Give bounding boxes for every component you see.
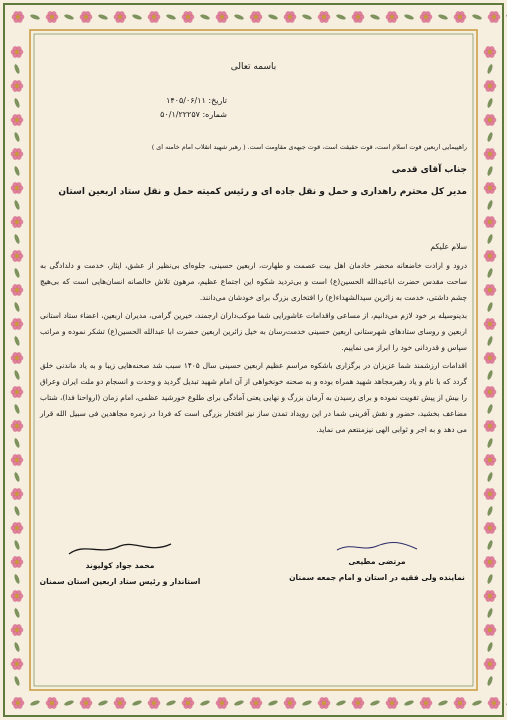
signer-right-title: نماینده ولی فقیه در استان و امام جمعه سمنان: [289, 573, 465, 582]
border-leaf: [13, 506, 20, 517]
border-flower-center: [15, 560, 19, 564]
border-flower-center: [16, 701, 20, 705]
border-flower-center: [15, 526, 19, 530]
border-leaf: [13, 540, 20, 551]
border-leaf: [472, 13, 483, 20]
border-flower-center: [488, 356, 492, 360]
border-leaf: [486, 506, 493, 517]
border-flower-center: [492, 701, 496, 705]
border-leaf: [438, 13, 449, 20]
signature-scribble: [332, 540, 422, 554]
border-flower-center: [424, 701, 428, 705]
border-leaf: [13, 268, 20, 279]
border-flower-center: [15, 220, 19, 224]
border-flower-center: [15, 594, 19, 598]
border-leaf: [13, 234, 20, 245]
border-leaf: [13, 302, 20, 313]
body-paragraph: بدینوسیله بر خود لازم می‌دانیم، از مساعی واقدامات عاشورایی شما موکب‌داران ارجمند، خیرین گرامی، مدیران اربعین، اعضاء ستاد استانی اربعین و روسای ستادهای شهرستانی اربعین حسینی خدمت‌رسان به خیل زائرین اربعین حضرت ابا عبدالله الحسین(ع) تشکر نموده و مراتب سپاس و قدردانی خود را ابراز می نماییم.: [40, 311, 467, 352]
body-paragraph: درود و ارادت خاضعانه محضر خادمان اهل بیت عصمت و طهارت، اربعین حسینی، جلوه‌ای بی‌نظیر از عشق، ایثار، خدمت و دلدادگی به ساحت مقدس حضرت اباعبدالله الحسین(ع) است و بی‌تردید شکوه این اجتماع عظیم، مرهون تلاش خالصانه انسان‌هایی است که بی‌هیچ چشم داشتی، خدمت به زائرین سیدالشهداء(ع) را افتخاری بزرگ برای خودشان می‌دانند.: [40, 261, 467, 302]
border-flower-center: [322, 701, 326, 705]
body-paragraph: اقدامات ارزشمند شما عزیزان در برگزاری باشکوه مراسم عظیم اربعین حسینی سال ۱۴۰۵ سبب شد صحنه‌هایی زیبا و به یاد ماندنی خلق گردد که با نام و یاد رهبرمجاهد شهید همراه بوده و به صحنه خونخواهی از آن امام شهید تبدیل گردید و وحدت و انسجام دو ملت ایران وعراق را بیش از پیش تقویت نموده و برای رسیدن به آرمان بزرگ و نهایی یعنی آمادگی برای طلوع خورشید عظمی، امام زمان (ارواحنا فدا)، شتاب مضاعف بخشید، حضور و نقش آفرینی شما در این رویداد تمدن ساز نیز افتخار بزرگی است که فردا در زمره مجاهدین فی سبیل الله قرار می دهد و به اجر و ثوابی الهی نیزمنتعم می نماید.: [40, 361, 467, 434]
border-flower-center: [492, 15, 496, 19]
border-flower-center: [288, 701, 292, 705]
border-flower-center: [15, 628, 19, 632]
border-flower-center: [488, 492, 492, 496]
border-flower-center: [488, 458, 492, 462]
border-leaf: [200, 13, 211, 20]
signer-right-name: مرتضی مطیعی: [348, 557, 406, 566]
border-leaf: [486, 370, 493, 381]
border-flower-center: [488, 50, 492, 54]
border-flower-center: [488, 526, 492, 530]
border-leaf: [30, 699, 41, 706]
border-flower-center: [15, 662, 19, 666]
letter-date: تاریخ: ۱۴۰۵/۰۶/۱۱: [166, 96, 227, 105]
border-leaf: [234, 13, 245, 20]
addressee-block: [40, 162, 467, 206]
border-leaf: [486, 642, 493, 653]
border-flower-center: [458, 701, 462, 705]
border-leaf: [302, 13, 313, 20]
border-leaf: [98, 13, 109, 20]
border-flower-center: [288, 15, 292, 19]
border-flower-center: [254, 15, 258, 19]
border-leaf: [13, 676, 20, 687]
border-flower-center: [118, 15, 122, 19]
border-flower-center: [254, 701, 258, 705]
border-flower-center: [118, 701, 122, 705]
addressee-title: مدیر کل محترم راهداری و حمل و نقل جاده ای و رئیس کمیته حمل و نقل ستاد اربعین استان: [58, 187, 467, 197]
border-leaf: [486, 98, 493, 109]
border-flower-center: [152, 15, 156, 19]
border-leaf: [486, 438, 493, 449]
signer-left-title: استاندار و رئیس ستاد اربعین استان سمنان: [39, 577, 201, 586]
bismillah-heading: باسمه تعالی: [230, 62, 277, 72]
border-flower-center: [488, 118, 492, 122]
border-leaf: [438, 699, 449, 706]
letter-meta: [160, 94, 227, 122]
border-flower-center: [488, 288, 492, 292]
border-leaf: [13, 438, 20, 449]
border-flower-center: [220, 15, 224, 19]
border-leaf: [302, 699, 313, 706]
border-leaf: [13, 64, 20, 75]
border-leaf: [404, 13, 415, 20]
border-flower-center: [356, 15, 360, 19]
border-flower-center: [322, 15, 326, 19]
border-leaf: [13, 642, 20, 653]
border-flower-center: [186, 15, 190, 19]
border-leaf: [13, 132, 20, 143]
motto-line: راهپیمایی اربعین قوت اسلام است، قوت حقیقت است، قوت جبهه‌ی مقاومت است. ( رهبر شهید انقلاب امام خامنه ای ): [151, 143, 467, 151]
border-leaf: [13, 336, 20, 347]
border-flower-center: [84, 701, 88, 705]
border-leaf: [13, 472, 20, 483]
border-flower-center: [424, 15, 428, 19]
border-flower-center: [488, 84, 492, 88]
border-flower-center: [488, 152, 492, 156]
border-flower-center: [15, 288, 19, 292]
border-flower-center: [15, 186, 19, 190]
border-leaf: [268, 13, 279, 20]
signer-left-name: محمد جواد کولیوند: [85, 561, 155, 570]
border-leaf: [13, 574, 20, 585]
border-leaf: [98, 699, 109, 706]
border-leaf: [404, 699, 415, 706]
border-leaf: [13, 166, 20, 177]
border-leaf: [486, 336, 493, 347]
border-leaf: [13, 98, 20, 109]
border-flower-center: [488, 220, 492, 224]
border-leaf: [486, 608, 493, 619]
border-flower-center: [488, 560, 492, 564]
border-flower-center: [488, 186, 492, 190]
border-leaf: [234, 699, 245, 706]
border-flower-center: [390, 15, 394, 19]
border-flower-center: [390, 701, 394, 705]
border-leaf: [486, 574, 493, 585]
border-leaf: [64, 699, 75, 706]
border-flower-center: [488, 322, 492, 326]
border-leaf: [268, 699, 279, 706]
border-flower-center: [15, 118, 19, 122]
border-leaf: [13, 608, 20, 619]
border-flower-center: [488, 424, 492, 428]
border-flower-center: [15, 50, 19, 54]
border-leaf: [132, 13, 143, 20]
border-flower-center: [84, 15, 88, 19]
border-leaf: [486, 132, 493, 143]
border-flower-center: [488, 594, 492, 598]
border-leaf: [472, 699, 483, 706]
border-leaf: [132, 699, 143, 706]
border-flower-center: [220, 701, 224, 705]
border-leaf: [336, 699, 347, 706]
border-flower-center: [50, 15, 54, 19]
letter-number: شماره: ۵۰/۱/۲۲۲۵۷: [160, 110, 227, 119]
border-flower-center: [488, 628, 492, 632]
border-flower-center: [15, 390, 19, 394]
border-flower-center: [15, 356, 19, 360]
greeting: سلام علیکم: [430, 242, 467, 251]
border-flower-center: [15, 492, 19, 496]
border-leaf: [336, 13, 347, 20]
border-flower-center: [15, 84, 19, 88]
border-leaf: [200, 699, 211, 706]
border-leaf: [30, 13, 41, 20]
border-flower-center: [186, 701, 190, 705]
border-leaf: [486, 200, 493, 211]
border-flower-center: [15, 322, 19, 326]
border-leaf: [370, 13, 381, 20]
border-leaf: [486, 540, 493, 551]
border-flower-center: [15, 152, 19, 156]
addressee-name: جناب آقای قدمی: [391, 165, 467, 175]
border-leaf: [13, 200, 20, 211]
signature-right: [287, 540, 467, 586]
signature-left: [30, 540, 210, 590]
letter-body: [40, 258, 467, 440]
border-flower-center: [15, 424, 19, 428]
border-leaf: [370, 699, 381, 706]
border-flower-center: [152, 701, 156, 705]
border-leaf: [486, 166, 493, 177]
border-leaf: [166, 13, 177, 20]
border-flower-center: [50, 701, 54, 705]
border-leaf: [486, 234, 493, 245]
border-flower-center: [488, 390, 492, 394]
border-leaf: [486, 268, 493, 279]
border-flower-center: [488, 662, 492, 666]
border-leaf: [166, 699, 177, 706]
border-leaf: [64, 13, 75, 20]
border-leaf: [486, 676, 493, 687]
border-flower-center: [488, 254, 492, 258]
border-flower-center: [15, 458, 19, 462]
border-leaf: [486, 472, 493, 483]
border-leaf: [486, 302, 493, 313]
border-flower-center: [16, 15, 20, 19]
border-leaf: [13, 404, 20, 415]
signature-scribble: [65, 540, 175, 558]
border-flower-center: [15, 254, 19, 258]
border-flower-center: [458, 15, 462, 19]
border-leaf: [13, 370, 20, 381]
border-leaf: [486, 404, 493, 415]
border-flower-center: [356, 701, 360, 705]
border-leaf: [486, 64, 493, 75]
